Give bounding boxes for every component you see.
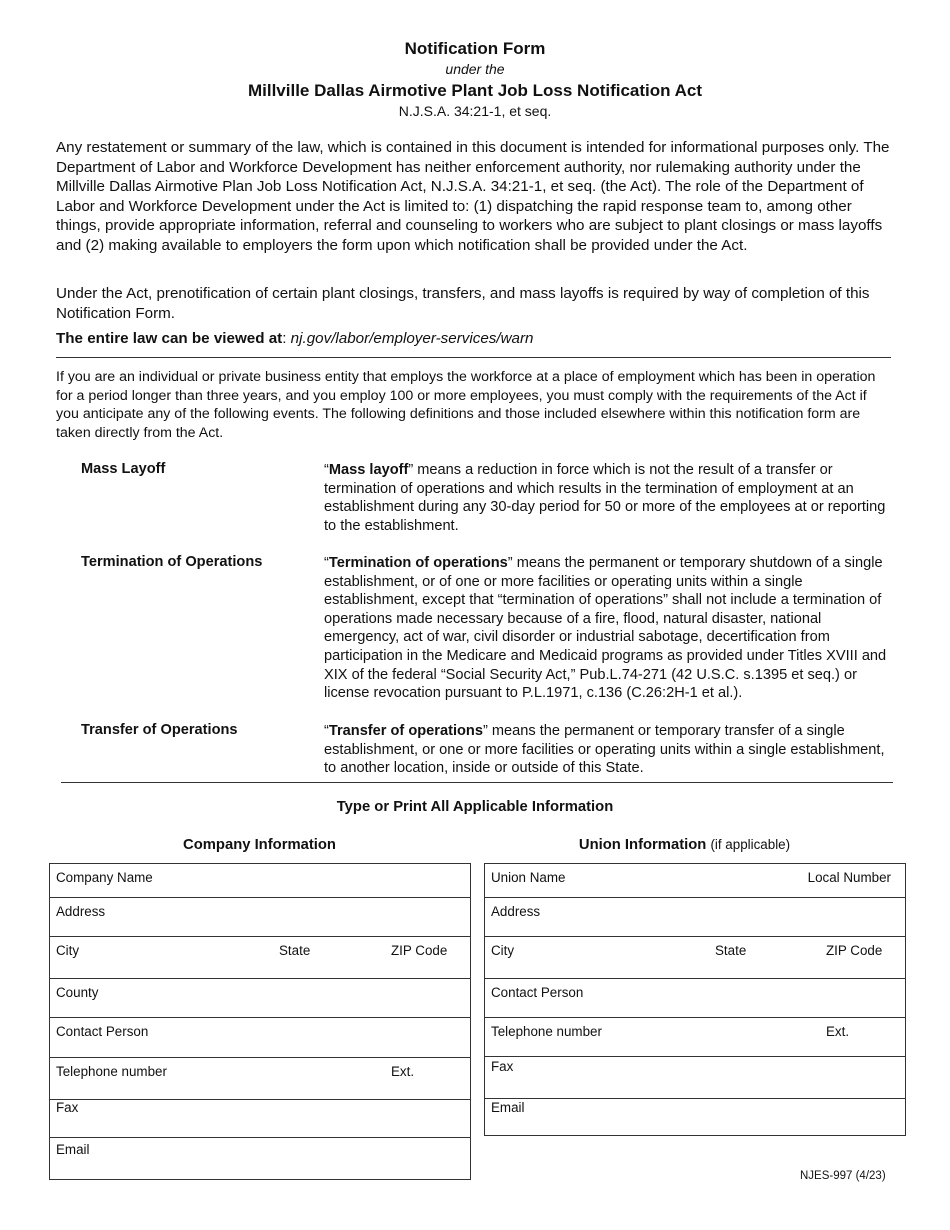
law-link-url[interactable]: nj.gov/labor/employer-services/warn — [290, 330, 534, 347]
company-telephone-field[interactable] — [50, 1058, 470, 1100]
field-label: Fax — [491, 1059, 514, 1074]
company-county-field[interactable] — [50, 979, 470, 1018]
definition-term: Mass Layoff — [81, 461, 166, 477]
field-label: State — [715, 943, 747, 958]
company-city-state-zip-field[interactable] — [50, 937, 470, 979]
field-label: Ext. — [826, 1024, 850, 1039]
definition-term: Termination of Operations — [81, 554, 263, 570]
field-label: Address — [491, 904, 541, 919]
field-label: ZIP Code — [826, 943, 883, 958]
field-label: Ext. — [391, 1064, 415, 1079]
field-label: Company Name — [56, 870, 153, 885]
union-name-field[interactable] — [485, 864, 905, 898]
act-title: Millville Dallas Airmotive Plant Job Loss Notification Act — [247, 81, 703, 100]
divider — [56, 357, 891, 358]
company-info-heading: Company Information — [183, 837, 336, 853]
law-link-line: The entire law can be viewed at: nj.gov/labor/employer-services/warn — [56, 330, 534, 347]
company-address-field[interactable] — [50, 898, 470, 937]
definition-text: “Mass layoff” means a reduction in force which is not the result of a transfer or termination of operations and which results in the termination of employment at an establishment during any 30-day period for 50 or more of the employees at or reporting to the establishment. — [324, 462, 886, 534]
field-label: County — [56, 985, 99, 1000]
company-name-field[interactable] — [50, 864, 470, 898]
field-label: Contact Person — [491, 985, 584, 1000]
definition-text: “Transfer of operations” means the permanent or temporary transfer of a single establishment, or one or more facilities or operating units within a single establishment, to another location, inside or outside of this State. — [324, 723, 885, 777]
divider — [61, 782, 893, 783]
field-label: Union Name — [491, 870, 566, 885]
company-info-box — [49, 863, 471, 1180]
field-label: Fax — [56, 1100, 79, 1115]
form-number: NJES-997 (4/23) — [800, 1170, 886, 1182]
company-email-field[interactable] — [50, 1138, 470, 1179]
field-label: Telephone number — [56, 1064, 167, 1079]
union-email-field[interactable] — [485, 1099, 905, 1135]
field-label: Email — [491, 1100, 525, 1115]
company-contact-field[interactable] — [50, 1018, 470, 1058]
field-label: State — [279, 943, 311, 958]
form-instructions-heading: Type or Print All Applicable Information — [336, 799, 614, 815]
field-label: Email — [56, 1142, 90, 1157]
definition-term: Transfer of Operations — [81, 722, 238, 738]
union-address-field[interactable] — [485, 898, 905, 937]
law-link-label: The entire law can be viewed at — [56, 330, 283, 347]
prenotification-paragraph: Under the Act, prenotification of certain plant closings, transfers, and mass layoffs is required by way of completion of this Notification Form. — [56, 285, 870, 322]
company-fax-field[interactable] — [50, 1100, 470, 1138]
field-label: ZIP Code — [391, 943, 448, 958]
act-citation: N.J.S.A. 34:21-1, et seq. — [398, 103, 552, 119]
union-fax-field[interactable] — [485, 1057, 905, 1099]
union-info-box — [484, 863, 906, 1136]
form-subtitle: under the — [445, 61, 505, 77]
field-label: Local Number — [807, 870, 891, 885]
union-telephone-field[interactable] — [485, 1018, 905, 1057]
field-label: Telephone number — [491, 1024, 602, 1039]
field-label: City — [56, 943, 80, 958]
disclaimer-paragraph: Any restatement or summary of the law, which is contained in this document is intended for informational purposes only. The Department of Labor and Workforce Development has neither enforcement authority, nor rulemaking authority under the Millville Dallas Airmotive Plan Job Loss Notification Act, N.J.S.A. 34:21-1, et seq. (the Act). The role of the Department of Labor and Workforce Development under the Act is limited to: (1) dispatching the rapid response team to, among other things, provide appropriate information, referral and counseling to workers who are subject to plant closings or mass layoffs and (2) making available to employers the form upon which notification shall be provided under the Act. — [56, 139, 890, 254]
union-info-note: (if applicable) — [710, 837, 791, 852]
field-label: City — [491, 943, 515, 958]
definition-text: “Termination of operations” means the permanent or temporary shutdown of a single establishment, or of one or more facilities or operating units within a single establishment, except that “termination of operations” shall not include a termination of operations made necessary because of a fire, flood, natural disaster, national emergency, act of war, civil disorder or industrial sabotage, decertification from participation in the Medicare and Medicaid programs as provided under Titles XVIII and XIX of the federal “Social Security Act,” Pub.L.74-271 (42 U.S.C. s.1395 et seq.) or license revocation pursuant to P.L.1971, c.136 (C.26:2H-1 et al.). — [324, 555, 887, 702]
union-info-heading: Union Information (if applicable) — [578, 837, 791, 853]
union-contact-field[interactable] — [485, 979, 905, 1018]
field-label: Contact Person — [56, 1024, 149, 1039]
field-label: Address — [56, 904, 106, 919]
form-title: Notification Form — [404, 39, 546, 58]
eligibility-paragraph: If you are an individual or private business entity that employs the workforce at a place of employment which has been in operation for a period longer than three years, and you employ 100 or more employees, you must comply with the requirements of the Act if you anticipate any of the following events. The following definitions and those included elsewhere within this notification form are taken directly from the Act. — [56, 369, 876, 441]
union-city-state-zip-field[interactable] — [485, 937, 905, 979]
